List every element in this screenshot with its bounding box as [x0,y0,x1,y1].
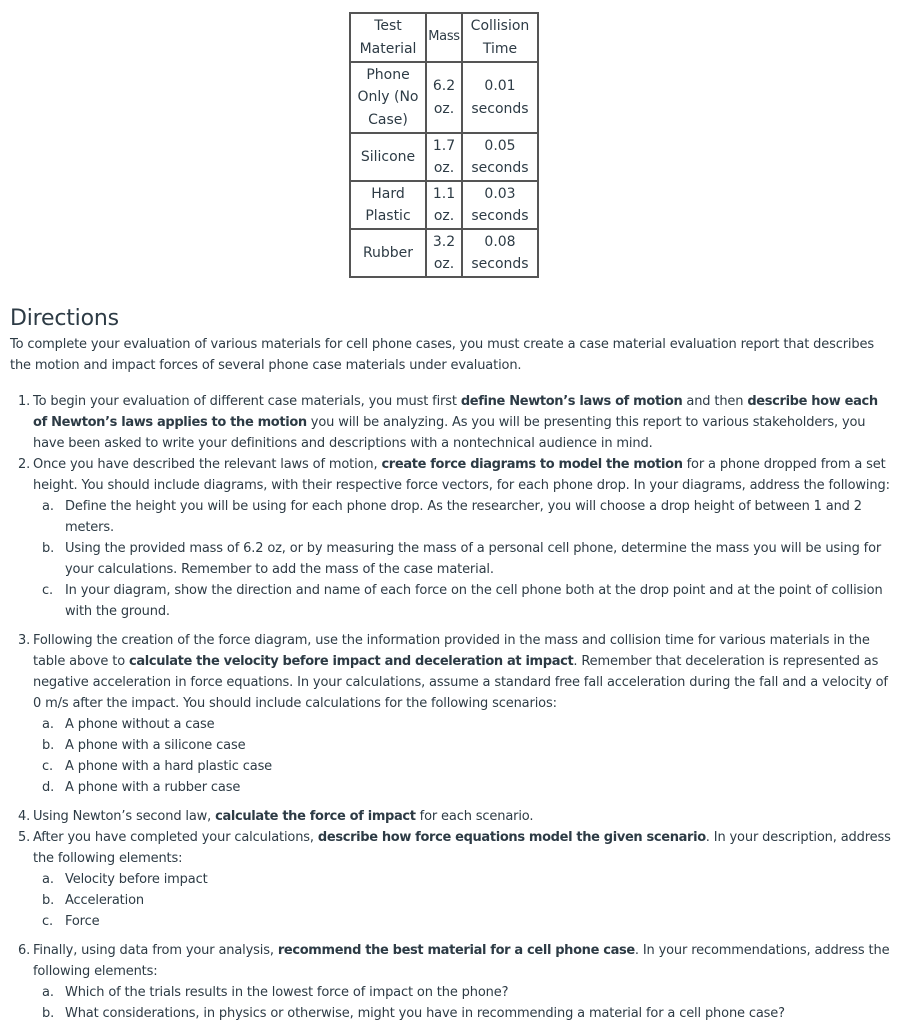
sub-item: c. A phone with a hard plastic case [42,759,273,774]
sub-item: a. Which of the trials results in the lowest force of impact on the phone? [42,985,509,1000]
sub-item: a. Define the height you will be using for each phone drop. As the researcher, you will choose a drop height of between 1 and 2 meters. [42,499,862,535]
emphasis: describe how each of Newton’s laws applies to the motion [33,394,878,430]
directions-heading: Directions [10,306,119,331]
table-row [350,62,538,133]
cell-time: 0.05 seconds [462,133,538,181]
table-row [350,181,538,229]
directions-intro: To complete your evaluation of various materials for cell phone cases, you must create a case material evaluation report that describes the motion and impact forces of several phone case materials under evaluation. [10,337,874,373]
cell-material: Hard Plastic [350,181,426,229]
cell-mass: 1.1 oz. [426,181,462,229]
emphasis: define Newton’s laws of motion [460,394,683,409]
step-item: 1. To begin your evaluation of different case materials, you must first define Newton’s laws of motion and then describe how each of Newton’s laws applies to the motion you will be analyzing. As you will be presenting this report to various stakeholders, you have been asked to write your definitions and descriptions with a nontechnical audience in mind. [14,391,894,454]
cell-time: 0.01 seconds [462,62,538,133]
cell-time: 0.08 seconds [462,229,538,277]
cell-time: 0.03 seconds [462,181,538,229]
sub-item: b. What considerations, in physics or otherwise, might you have in recommending a material for a cell phone case? [42,1006,785,1021]
step-item: 5. After you have completed your calculations, describe how force equations model the given scenario. In your description, address the following elements: a. Velocity before impact b. Acceleration c. Force [14,827,894,932]
cell-mass: 3.2 oz. [426,229,462,277]
header-test-material: Test Material [350,13,426,62]
emphasis: describe how force equations model the given scenario [317,830,706,845]
step-number: 4. [18,809,31,824]
sub-item: a. Velocity before impact [42,872,208,887]
step-item: 4. Using Newton’s second law, calculate the force of impact for each scenario. [14,806,894,827]
sub-list [33,496,894,622]
sub-item: a. A phone without a case [42,717,215,732]
directions-steps [14,391,894,1024]
header-collision-time: Collision Time [462,13,538,62]
step-number: 3. [18,633,31,648]
sub-item: b. Acceleration [42,893,144,908]
emphasis: calculate the force of impact [215,809,416,824]
sub-item: c. In your diagram, show the direction and name of each force on the cell phone both at the drop point and at the point of collision with the ground. [42,583,883,619]
step-number: 5. [18,830,31,845]
cell-mass: 1.7 oz. [426,133,462,181]
step-item: 2. Once you have described the relevant laws of motion, create force diagrams to model the motion for a phone dropped from a set height. You should include diagrams, with their respective force vectors, for each phone drop. In your diagrams, address the following: a. Define the height you will be using for each phone drop. As the researcher, you will choose a drop height of between 1 and 2 meters. b. Using the provided mass of 6.2 oz, or by measuring the mass of a personal cell phone, determine the mass you will be using for your calculations. Remember to add the mass of the case material. c. In your diagram, show the direction and name of each force on the cell phone both at the drop point and at the point of collision with the ground. [14,454,894,622]
sub-item: b. A phone with a silicone case [42,738,246,753]
table-header-row [350,13,538,62]
emphasis: recommend the best material for a cell phone case [277,943,635,958]
step-number: 2. [18,457,31,472]
sub-list [33,982,894,1024]
step-item: 6. Finally, using data from your analysis, recommend the best material for a cell phone case. In your recommendations, address the following elements: a. Which of the trials results in the lowest force of impact on the phone? b. What considerations, in physics or otherwise, might you have in recommending a material for a cell phone case? [14,940,894,1024]
sub-list [33,714,894,798]
step-number: 1. [18,394,31,409]
sub-list [33,869,894,932]
cell-mass: 6.2 oz. [426,62,462,133]
step-item: 3. Following the creation of the force diagram, use the information provided in the mass and collision time for various materials in the table above to calculate the velocity before impact and deceleration at impact. Remember that deceleration is represented as negative acceleration in force equations. In your calculations, assume a standard free fall acceleration during the fall and a velocity of 0 m/s after the impact. You should include calculations for the following scenarios: a. A phone without a case b. A phone with a silicone case c. A phone with a hard plastic case d. A phone with a rubber case [14,630,894,798]
sub-item: d. A phone with a rubber case [42,780,241,795]
cell-material: Rubber [350,229,426,277]
sub-item: c. Force [42,914,100,929]
cell-material: Silicone [350,133,426,181]
collision-data-table [349,12,539,278]
header-mass: Mass [426,13,462,62]
emphasis: create force diagrams to model the motion [381,457,683,472]
emphasis: calculate the velocity before impact and deceleration at impact [129,654,574,669]
cell-material: Phone Only (No Case) [350,62,426,133]
step-number: 6. [18,943,31,958]
sub-item: b. Using the provided mass of 6.2 oz, or by measuring the mass of a personal cell phone, determine the mass you will be using for your calculations. Remember to add the mass of the case material. [42,541,882,577]
table-row [350,229,538,277]
table-row [350,133,538,181]
